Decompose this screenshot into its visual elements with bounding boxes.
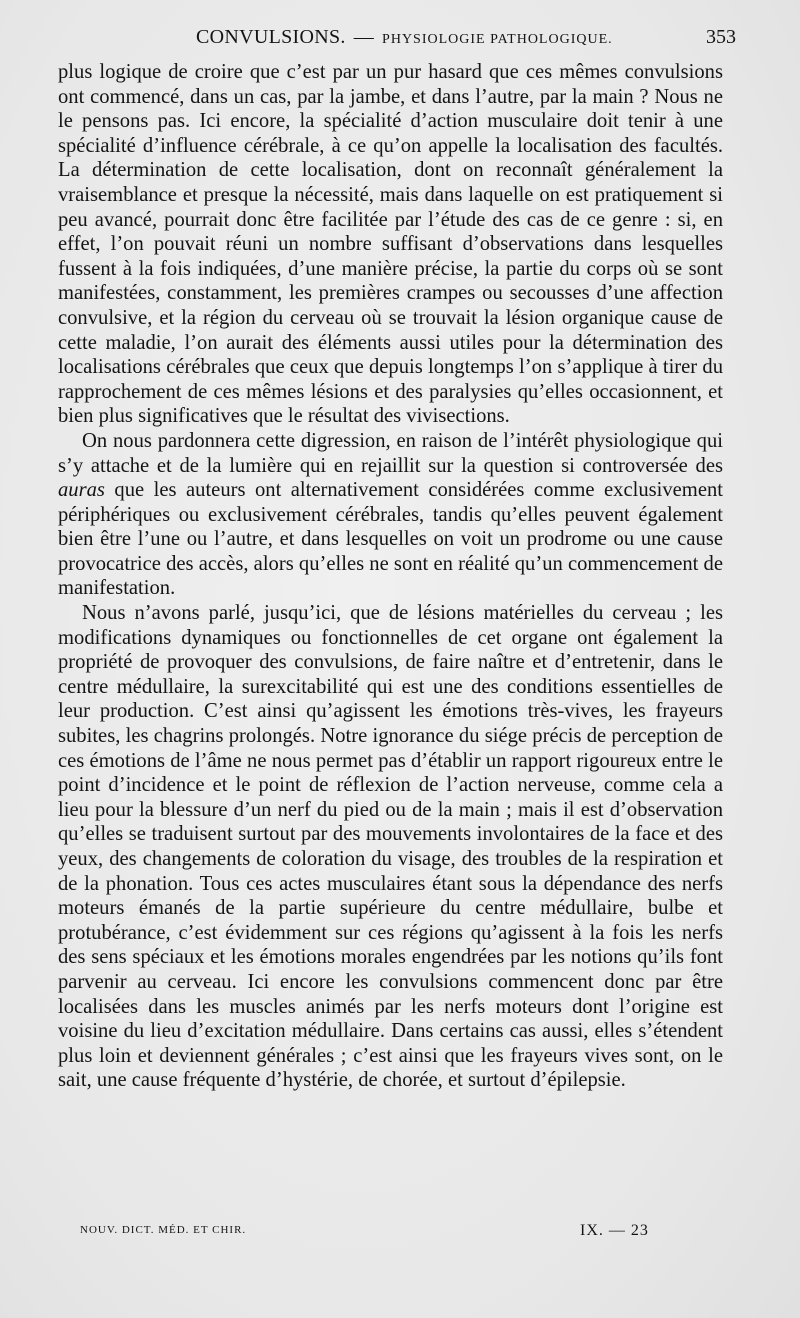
page-number: 353 [706, 26, 736, 48]
paragraph-2 [58, 429, 723, 601]
paragraph-1: plus logique de croire que c’est par un pur hasard que ces mêmes convulsions ont commencé, dans un cas, par la jambe, et dans l’autre, par la main ? Nous ne le pensons pas. Ici encore, la spécialité d’action musculaire doit tenir à une spécialité d’influence cérébrale, à ce qu’on appelle la localisation des facultés. La détermination de cette localisation, dont on reconnaît généralement la vraisemblance et presque la nécessité, mais dans laquelle on est pratiquement si peu avancé, pourrait donc être facilitée par l’étude des cas de ce genre : si, en effet, l’on pouvait réuni un nombre suffisant d’observations dans lesquelles fussent à la fois indiquées, d’une manière précise, la partie du corps où se sont manifestées, constamment, les premières crampes ou secousses d’une affection convulsive, et la région du cerveau où se trouvait la lésion organique cause de cette maladie, l’on aurait des éléments aussi utiles pour la détermination des localisations cérébrales que ceux que depuis longtemps l’on s’applique à tirer du rapprochement de ces mêmes lésions et des paralysies qu’elles occasionnent, et bien plus significatives que le résultat des vivisections. [58, 61, 723, 428]
page-footer [80, 1222, 700, 1242]
footer-volume-sheet: IX. — 23 [580, 1222, 649, 1239]
running-title [196, 26, 613, 49]
paragraph-3: Nous n’avons parlé, jusqu’ici, que de lésions matérielles du cerveau ; les modifications dynamiques ou fonctionnelles de cet organe ont également la propriété de provoquer des convulsions, de faire naître et d’entretenir, dans le centre médullaire, la surexcitabilité qui est une des conditions essentielles de leur production. C’est ainsi qu’agissent les émotions très-vives, les frayeurs subites, les chagrins prolongés. Notre ignorance du siége précis de perception de ces émotions de l’âme ne nous permet pas d’établir un rapport rigoureux entre le point d’incidence et le point de réflexion de l’action nerveuse, comme cela a lieu pour la blessure d’un nerf du pied ou de la main ; mais il est d’observation qu’elles se traduisent surtout par des mouvements involontaires de la face et des yeux, des changements de coloration du visage, des troubles de la respiration et de la phonation. Tous ces actes musculaires étant sous la dépendance des nerfs moteurs émanés de la partie supérieure du centre médullaire, bulbe et protubérance, c’est évidemment sur ces régions qu’agissent à la fois les nerfs des sens spéciaux et les émotions morales engendrées par les notions qu’ils font parvenir au cerveau. Ici encore les convulsions commencent donc par être localisées dans les muscles animés par les nerfs moteurs dont l’origine est voisine du lieu d’excitation médullaire. Dans certains cas aussi, elles s’étendent plus loin et deviennent générales ; c’est ainsi que les frayeurs vives sont, on le sait, une cause fréquente d’hystérie, de chorée, et surtout d’épilepsie. [58, 602, 723, 1092]
running-title-main: CONVULSIONS. [196, 26, 346, 48]
footer-signature: NOUV. DICT. MÉD. ET CHIR. [80, 1224, 247, 1236]
paragraph-2-text-a: On nous pardonnera cette digression, en raison de l’intérêt physiologique qui s’y attache et de la lumière qui en rejaillit sur la question si controversée des [58, 429, 723, 477]
running-title-dash: — [353, 26, 375, 48]
body-text [58, 60, 723, 1093]
running-header [56, 26, 736, 54]
running-title-sub: PHYSIOLOGIE PATHOLOGIQUE. [382, 32, 613, 47]
paragraph-2-italic-term: auras [58, 479, 105, 502]
paragraph-2-text-b: que les auteurs ont alternativement considérées comme exclusivement périphériques ou exclusivement cérébrales, tandis qu’elles peuvent également bien être l’une ou l’autre, et dans lesquelles on voit un prodrome ou une cause provocatrice des accès, alors qu’elles ne sont en réalité qu’un commencement de manifestation. [58, 479, 723, 600]
